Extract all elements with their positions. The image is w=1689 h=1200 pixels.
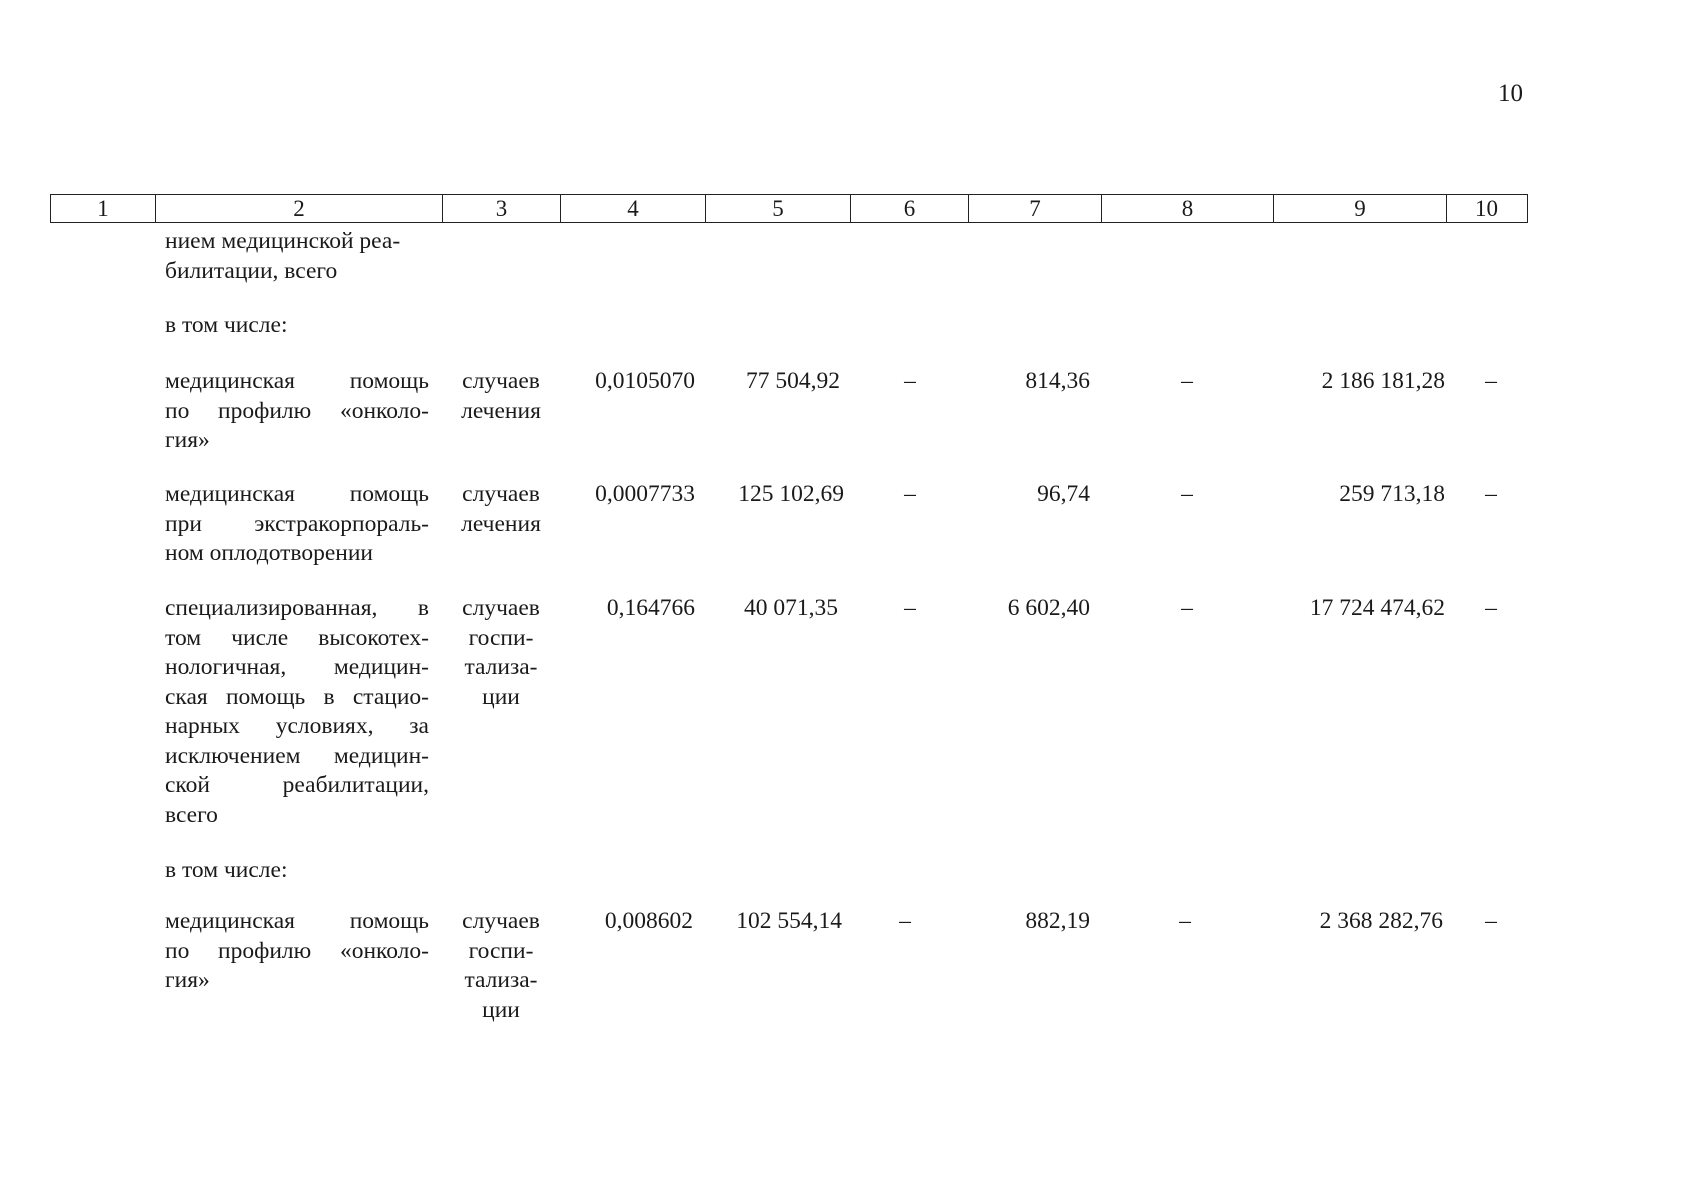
row-4-col-7: 882,19 bbox=[1025, 908, 1090, 934]
description-line: гия» bbox=[165, 967, 210, 993]
description-line: медицинская помощь bbox=[165, 481, 429, 507]
unit-line: случаев bbox=[462, 481, 540, 507]
subheader-including: в том числе: bbox=[165, 857, 288, 883]
header-col-2: 2 bbox=[156, 195, 443, 222]
description-line: нологичная, медицин- bbox=[165, 654, 429, 680]
row-1-col-6: – bbox=[904, 368, 916, 394]
row-3-col-5: 40 071,35 bbox=[744, 595, 838, 621]
description-line: специализированная, в bbox=[165, 595, 429, 621]
row-1-col-10: – bbox=[1485, 368, 1497, 394]
row-3-col-9: 17 724 474,62 bbox=[1309, 595, 1445, 621]
subheader-including: в том числе: bbox=[165, 312, 288, 338]
row-4-col-10: – bbox=[1485, 908, 1497, 934]
description-line: ская помощь в стацио- bbox=[165, 683, 429, 710]
description-line: медицинская помощь bbox=[165, 908, 429, 934]
row-4-col-9: 2 368 282,76 bbox=[1319, 908, 1443, 934]
header-col-5: 5 bbox=[706, 195, 851, 222]
continued-description bbox=[165, 227, 429, 286]
description-line: ской реабилитации, bbox=[165, 772, 429, 798]
unit-line: случаев bbox=[462, 595, 540, 621]
row-2-col-7: 96,74 bbox=[1037, 481, 1090, 507]
row-3-col-10: – bbox=[1485, 595, 1497, 621]
unit-line: случаев bbox=[462, 908, 540, 934]
row-2-col-10: – bbox=[1485, 481, 1497, 507]
row-3-col-7: 6 602,40 bbox=[1007, 595, 1090, 621]
row-3-col-6: – bbox=[904, 595, 916, 621]
row-1-col-7: 814,36 bbox=[1025, 368, 1090, 394]
header-col-1: 1 bbox=[51, 195, 156, 222]
row-4-col-6: – bbox=[899, 908, 911, 934]
row-2-col-5: 125 102,69 bbox=[738, 481, 844, 507]
unit-line: тализа- bbox=[464, 967, 538, 993]
description-line: медицинская помощь bbox=[165, 368, 429, 394]
unit-line: тализа- bbox=[464, 654, 538, 680]
header-col-10: 10 bbox=[1475, 196, 1498, 221]
table-header-row bbox=[50, 194, 1528, 223]
description-line: гия» bbox=[165, 427, 210, 453]
unit-line: госпи- bbox=[468, 937, 534, 964]
row-3-col-4: 0,164766 bbox=[606, 595, 695, 621]
row-2-description bbox=[165, 480, 429, 569]
description-line: всего bbox=[165, 801, 218, 828]
row-3-description bbox=[165, 594, 429, 830]
unit-line: ции bbox=[482, 996, 520, 1023]
description-line: по профилю «онколо- bbox=[165, 937, 429, 964]
description-line: том числе высокотех- bbox=[165, 624, 429, 651]
row-2-col-8: – bbox=[1181, 481, 1193, 507]
description-line: нарных условиях, за bbox=[165, 713, 429, 739]
row-2-unit bbox=[449, 480, 553, 539]
row-1-col-8: – bbox=[1181, 368, 1193, 394]
header-col-3: 3 bbox=[443, 195, 561, 222]
description-line: при экстракорпораль- bbox=[165, 510, 429, 537]
unit-line: ции bbox=[482, 683, 520, 710]
header-col-4: 4 bbox=[561, 195, 706, 222]
unit-line: госпи- bbox=[468, 624, 534, 651]
header-col-8: 8 bbox=[1102, 195, 1274, 222]
row-4-col-5: 102 554,14 bbox=[736, 908, 842, 934]
row-2-col-4: 0,0007733 bbox=[595, 481, 695, 507]
header-col-7: 7 bbox=[969, 195, 1102, 222]
row-3-unit bbox=[449, 594, 553, 712]
unit-line: случаев bbox=[462, 368, 540, 394]
row-3-col-8: – bbox=[1181, 595, 1193, 621]
header-col-9: 9 bbox=[1274, 195, 1447, 222]
description-line: нием медицинской реа- bbox=[165, 228, 401, 254]
page-number: 10 bbox=[1498, 80, 1523, 107]
row-1-col-4: 0,0105070 bbox=[595, 368, 695, 394]
unit-line: лечения bbox=[461, 397, 541, 424]
description-line: по профилю «онколо- bbox=[165, 397, 429, 424]
row-2-col-6: – bbox=[904, 481, 916, 507]
row-1-col-5: 77 504,92 bbox=[746, 368, 840, 394]
row-1-col-9: 2 186 181,28 bbox=[1321, 368, 1445, 394]
row-4-col-4: 0,008602 bbox=[604, 908, 693, 934]
row-4-unit bbox=[449, 907, 553, 1025]
description-line: билитации, всего bbox=[165, 257, 338, 284]
row-4-col-8: – bbox=[1179, 908, 1191, 934]
row-1-description bbox=[165, 367, 429, 456]
row-2-col-9: 259 713,18 bbox=[1339, 481, 1445, 507]
row-4-description bbox=[165, 907, 429, 996]
header-col-6: 6 bbox=[851, 195, 969, 222]
unit-line: лечения bbox=[461, 510, 541, 537]
description-line: исключением медицин- bbox=[165, 742, 429, 769]
row-1-unit bbox=[449, 367, 553, 426]
description-line: ном оплодотворении bbox=[165, 540, 374, 566]
